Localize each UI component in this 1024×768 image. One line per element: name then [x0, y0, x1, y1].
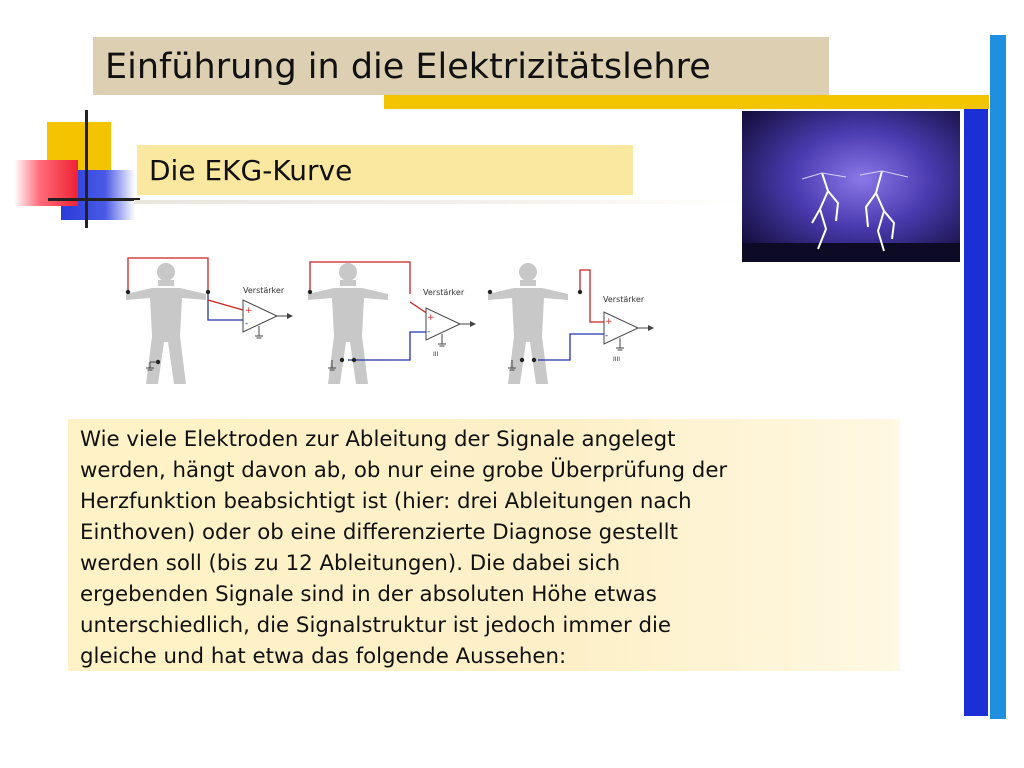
amplifier-minus-sign: - — [245, 319, 249, 329]
body-text-line: unterschiedlich, die Signalstruktur ist jedoch immer die — [80, 613, 672, 638]
slide-title: Einführung in die Elektrizitätslehre — [105, 47, 711, 87]
amplifier-plus-sign: + — [427, 313, 435, 323]
amplifier-label: Verstärker — [423, 288, 465, 297]
amplifier-label: Verstärker — [603, 295, 645, 304]
body-text-line: werden, hängt davon ab, ob nur eine grobe Überprüfung der — [80, 458, 728, 483]
title-underline-bar — [384, 95, 989, 109]
body-text-line: ergebenden Signale sind in der absoluten Höhe etwas — [80, 582, 657, 607]
ekg-lead-diagram — [110, 250, 670, 385]
slide-subtitle: Die EKG-Kurve — [149, 154, 353, 187]
lightning-photo — [742, 111, 960, 262]
body-text-line: gleiche und hat etwa das folgende Aussehen: — [80, 644, 567, 669]
body-text-line: Einthoven) oder ob eine differenzierte Diagnose gestellt — [80, 520, 678, 545]
decorative-blue-bar-outer — [990, 35, 1006, 719]
body-text — [80, 424, 880, 672]
lead-marker: IIII — [613, 356, 621, 363]
body-text-line: Herzfunktion beabsichtigt ist (hier: drei Ableitungen nach — [80, 489, 692, 514]
amplifier-plus-sign: + — [245, 306, 253, 316]
amplifier-minus-sign: - — [605, 331, 609, 341]
amplifier-minus-sign: - — [427, 327, 431, 337]
lead-marker: III — [433, 351, 439, 358]
amplifier-label: Verstärker — [243, 286, 285, 295]
lead-diagram-3 — [488, 263, 654, 384]
body-text-line: Wie viele Elektroden zur Ableitung der Signale angelegt — [80, 427, 676, 452]
subtitle-divider — [134, 200, 744, 204]
decorative-horizontal-line — [48, 198, 140, 201]
lead-diagram-1 — [126, 258, 293, 384]
decorative-vertical-line — [85, 110, 88, 228]
body-text-line: werden soll (bis zu 12 Ableitungen). Die dabei sich — [80, 551, 621, 576]
amplifier-plus-sign: + — [605, 317, 613, 327]
decorative-blue-bar-inner — [964, 108, 988, 716]
lead-diagram-2 — [308, 262, 476, 384]
